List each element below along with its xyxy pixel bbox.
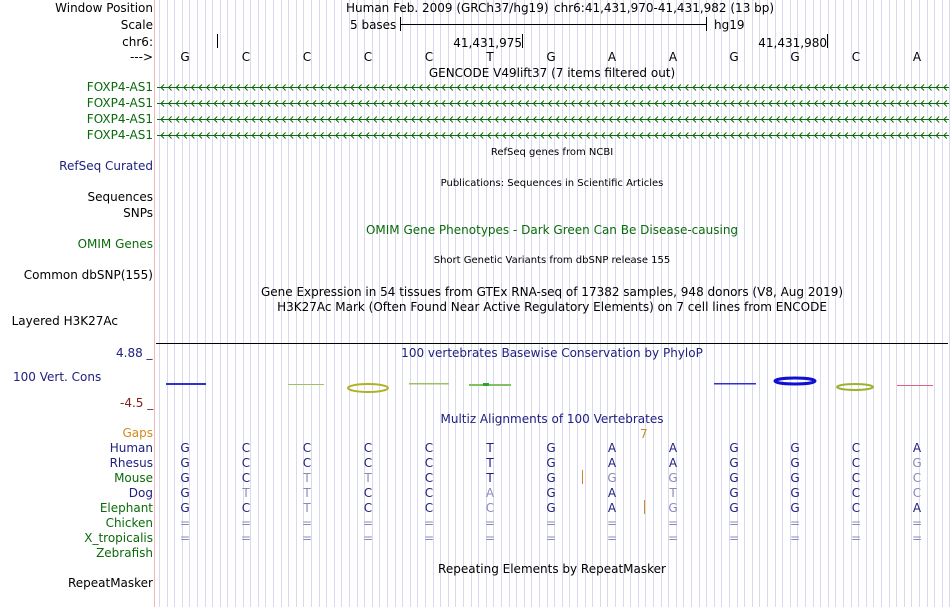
alignment-base: C	[485, 501, 495, 515]
alignment-base: A	[607, 486, 617, 500]
alignment-base: T	[486, 441, 494, 455]
alignment-base: A	[607, 441, 617, 455]
gencode-gene-label[interactable]: FOXP4-AS1	[86, 80, 153, 94]
alignment-base: C	[424, 471, 434, 485]
alignment-base: A	[607, 456, 617, 470]
alignment-base: A	[668, 441, 678, 455]
ruler-tick-1	[522, 34, 523, 48]
alignment-base: A	[668, 456, 678, 470]
alignment-base: G	[729, 441, 739, 455]
dbsnp-track-title[interactable]: Short Genetic Variants from dbSNP release 155	[433, 255, 671, 266]
alignment-base: =	[545, 516, 557, 530]
alignment-base: C	[851, 486, 861, 500]
label-separator	[154, 0, 155, 607]
species-label-rhesus[interactable]: Rhesus	[109, 456, 153, 470]
phylop-track-label[interactable]: 100 Vert. Cons	[13, 370, 102, 384]
alignment-base: G	[790, 456, 800, 470]
phylop-min-label: -4.5 _	[120, 396, 154, 410]
window-position-label: Window Position	[55, 1, 153, 15]
alignment-base: =	[179, 516, 191, 530]
phylop-mark-3	[348, 384, 388, 392]
phylop-mark-9	[837, 384, 873, 390]
alignment-base: C	[424, 441, 434, 455]
h3k27ac-track-title[interactable]: H3K27Ac Mark (Often Found Near Active Regulatory Elements) on 7 cell lines from ENCODE	[277, 300, 827, 314]
phylop-max-label: 4.88 _	[116, 346, 153, 360]
reference-base: T	[486, 50, 494, 64]
alignment-base: C	[302, 456, 312, 470]
multiz-track-title[interactable]: Multiz Alignments of 100 Vertebrates	[440, 412, 664, 426]
ruler-tick-start	[217, 34, 218, 48]
reference-base: A	[607, 50, 617, 64]
species-label-human[interactable]: Human	[109, 441, 153, 455]
gencode-transcript[interactable]	[157, 83, 949, 92]
alignment-base: G	[790, 501, 800, 515]
alignment-base: G	[546, 471, 556, 485]
refseq-track-label[interactable]: RefSeq Curated	[59, 159, 153, 173]
chrom-label: chr6:	[122, 35, 153, 49]
alignment-base: G	[180, 471, 190, 485]
snps-track-label[interactable]: SNPs	[123, 206, 153, 220]
reference-base: G	[790, 50, 800, 64]
alignment-base: C	[241, 441, 251, 455]
alignment-base: C	[851, 501, 861, 515]
ruler-tick-2	[827, 34, 828, 48]
assembly-title: Human Feb. 2009 (GRCh37/hg19)	[346, 1, 549, 15]
alignment-base: A	[607, 501, 617, 515]
omim-track-title[interactable]: OMIM Gene Phenotypes - Dark Green Can Be Disease-causing	[365, 223, 739, 237]
species-label-chicken[interactable]: Chicken	[105, 516, 153, 530]
alignment-base: C	[363, 456, 373, 470]
reference-base: A	[912, 50, 922, 64]
gencode-transcript[interactable]	[157, 115, 949, 124]
phylop-mark-1	[166, 383, 206, 385]
repeatmasker-track-label[interactable]: RepeatMasker	[67, 576, 153, 590]
dbsnp-track-label[interactable]: Common dbSNP(155)	[23, 268, 153, 282]
alignment-base: T	[486, 456, 494, 470]
alignment-base: G	[180, 486, 190, 500]
publications-track-title[interactable]: Publications: Sequences in Scientific Articles	[440, 178, 664, 189]
gencode-track-title[interactable]: GENCODE V49lift37 (7 items filtered out)	[428, 66, 676, 80]
position-readout: chr6:41,431,970-41,431,982 (13 bp)	[554, 1, 775, 15]
alignment-base: =	[789, 531, 801, 545]
mouse-insertion-mark	[582, 470, 583, 484]
alignment-base: G	[912, 456, 922, 470]
alignment-base: T	[364, 471, 372, 485]
ruler-coord-1: 41,431,975	[453, 36, 522, 50]
alignment-base: C	[424, 486, 434, 500]
scale-bar-right-tick	[706, 17, 707, 31]
alignment-base: G	[668, 471, 678, 485]
alignment-base: =	[362, 531, 374, 545]
alignment-base: T	[242, 486, 250, 500]
alignment-base: G	[607, 471, 617, 485]
alignment-base: G	[790, 471, 800, 485]
reference-base: C	[363, 50, 373, 64]
alignment-base: =	[911, 516, 923, 530]
alignment-base: =	[484, 531, 496, 545]
scale-db-label: hg19	[714, 18, 745, 32]
alignment-base: =	[606, 516, 618, 530]
species-label-dog[interactable]: Dog	[128, 486, 153, 500]
alignment-base: C	[363, 486, 373, 500]
gtex-track-title[interactable]: Gene Expression in 54 tissues from GTEx RNA-seq of 17382 samples, 948 donors (V8, Aug 2019)	[260, 285, 844, 299]
alignment-base: C	[424, 501, 434, 515]
elephant-insertion-mark	[644, 500, 645, 514]
alignment-base: G	[790, 486, 800, 500]
species-label-x_tropicalis[interactable]: X_tropicalis	[84, 531, 153, 545]
phylop-track-title[interactable]: 100 vertebrates Basewise Conservation by PhyloP	[401, 346, 703, 360]
alignment-base: C	[363, 501, 373, 515]
alignment-base: =	[728, 516, 740, 530]
phylop-mark-8	[775, 378, 815, 384]
alignment-base: C	[424, 456, 434, 470]
scale-label: Scale	[120, 18, 153, 32]
alignment-base: G	[790, 441, 800, 455]
phylop-glyphs	[156, 370, 948, 396]
alignment-base: C	[851, 441, 861, 455]
alignment-base: =	[240, 516, 252, 530]
alignment-base: T	[669, 486, 677, 500]
alignment-base: G	[729, 456, 739, 470]
gaps-label[interactable]: Gaps	[122, 426, 153, 440]
alignment-base: =	[911, 531, 923, 545]
gencode-gene-label[interactable]: FOXP4-AS1	[86, 112, 153, 126]
phylop-mark-5	[469, 384, 511, 386]
alignment-base: G	[729, 471, 739, 485]
phylop-mark-7	[714, 383, 756, 385]
alignment-base: =	[240, 531, 252, 545]
gencode-transcript[interactable]	[157, 131, 949, 140]
alignment-base: T	[303, 486, 311, 500]
alignment-base: =	[667, 516, 679, 530]
phylop-mark-4	[409, 383, 449, 385]
alignment-base: G	[729, 501, 739, 515]
reference-base: G	[729, 50, 739, 64]
alignment-base: T	[486, 471, 494, 485]
alignment-base: =	[728, 531, 740, 545]
alignment-base: G	[546, 441, 556, 455]
alignment-base: C	[302, 441, 312, 455]
gap-count: 7	[640, 427, 648, 441]
alignment-base: =	[606, 531, 618, 545]
species-label-elephant[interactable]: Elephant	[99, 501, 153, 515]
alignment-base: G	[546, 501, 556, 515]
strand-arrow-label[interactable]: --->	[129, 50, 153, 64]
alignment-base: =	[301, 516, 313, 530]
alignment-base: T	[303, 501, 311, 515]
alignment-base: =	[850, 516, 862, 530]
phylop-mark-2	[288, 384, 324, 385]
ruler-coord-2: 41,431,980	[758, 36, 827, 50]
scale-bar	[400, 24, 706, 25]
refseq-track-title[interactable]: RefSeq genes from NCBI	[490, 147, 614, 158]
alignment-base: C	[912, 486, 922, 500]
alignment-base: G	[180, 441, 190, 455]
omim-track-label[interactable]: OMIM Genes	[77, 237, 153, 251]
reference-base: G	[180, 50, 190, 64]
alignment-base: =	[484, 516, 496, 530]
alignment-base: A	[912, 501, 922, 515]
alignment-base: A	[912, 441, 922, 455]
species-label-zebrafish[interactable]: Zebrafish	[96, 546, 153, 560]
reference-base: C	[241, 50, 251, 64]
alignment-base: A	[485, 486, 495, 500]
alignment-base: =	[179, 531, 191, 545]
gencode-gene-label[interactable]: FOXP4-AS1	[86, 96, 153, 110]
alignment-base: C	[851, 471, 861, 485]
species-label-mouse[interactable]: Mouse	[114, 471, 153, 485]
alignment-base: G	[729, 486, 739, 500]
alignment-base: C	[241, 456, 251, 470]
alignment-base: =	[850, 531, 862, 545]
alignment-base: C	[363, 441, 373, 455]
reference-base: C	[302, 50, 312, 64]
gencode-gene-label[interactable]: FOXP4-AS1	[86, 128, 153, 142]
alignment-base: G	[180, 501, 190, 515]
alignment-base: T	[303, 471, 311, 485]
scale-bar-left-tick	[400, 17, 401, 31]
alignment-base: G	[546, 456, 556, 470]
alignment-base: G	[180, 456, 190, 470]
phylop-mark-6	[483, 383, 489, 386]
alignment-base: =	[362, 516, 374, 530]
sequences-track-label[interactable]: Sequences	[87, 190, 153, 204]
alignment-base: =	[423, 516, 435, 530]
alignment-base: C	[241, 471, 251, 485]
reference-base: C	[424, 50, 434, 64]
h3k27ac-baseline	[156, 343, 948, 344]
alignment-base: C	[241, 501, 251, 515]
alignment-base: C	[912, 471, 922, 485]
alignment-base: =	[301, 531, 313, 545]
h3k27ac-track-label[interactable]: Layered H3K27Ac	[11, 314, 118, 328]
reference-base: G	[546, 50, 556, 64]
scale-bar-text: 5 bases	[350, 18, 397, 32]
alignment-base: =	[423, 531, 435, 545]
alignment-base: =	[789, 516, 801, 530]
reference-base: A	[668, 50, 678, 64]
alignment-base: =	[667, 531, 679, 545]
alignment-base: G	[546, 486, 556, 500]
phylop-mark-10	[897, 385, 933, 386]
alignment-base: C	[851, 456, 861, 470]
gencode-transcript[interactable]	[157, 99, 949, 108]
alignment-base: G	[668, 501, 678, 515]
alignment-base: =	[545, 531, 557, 545]
repeatmasker-track-title[interactable]: Repeating Elements by RepeatMasker	[438, 562, 666, 576]
reference-base: C	[851, 50, 861, 64]
